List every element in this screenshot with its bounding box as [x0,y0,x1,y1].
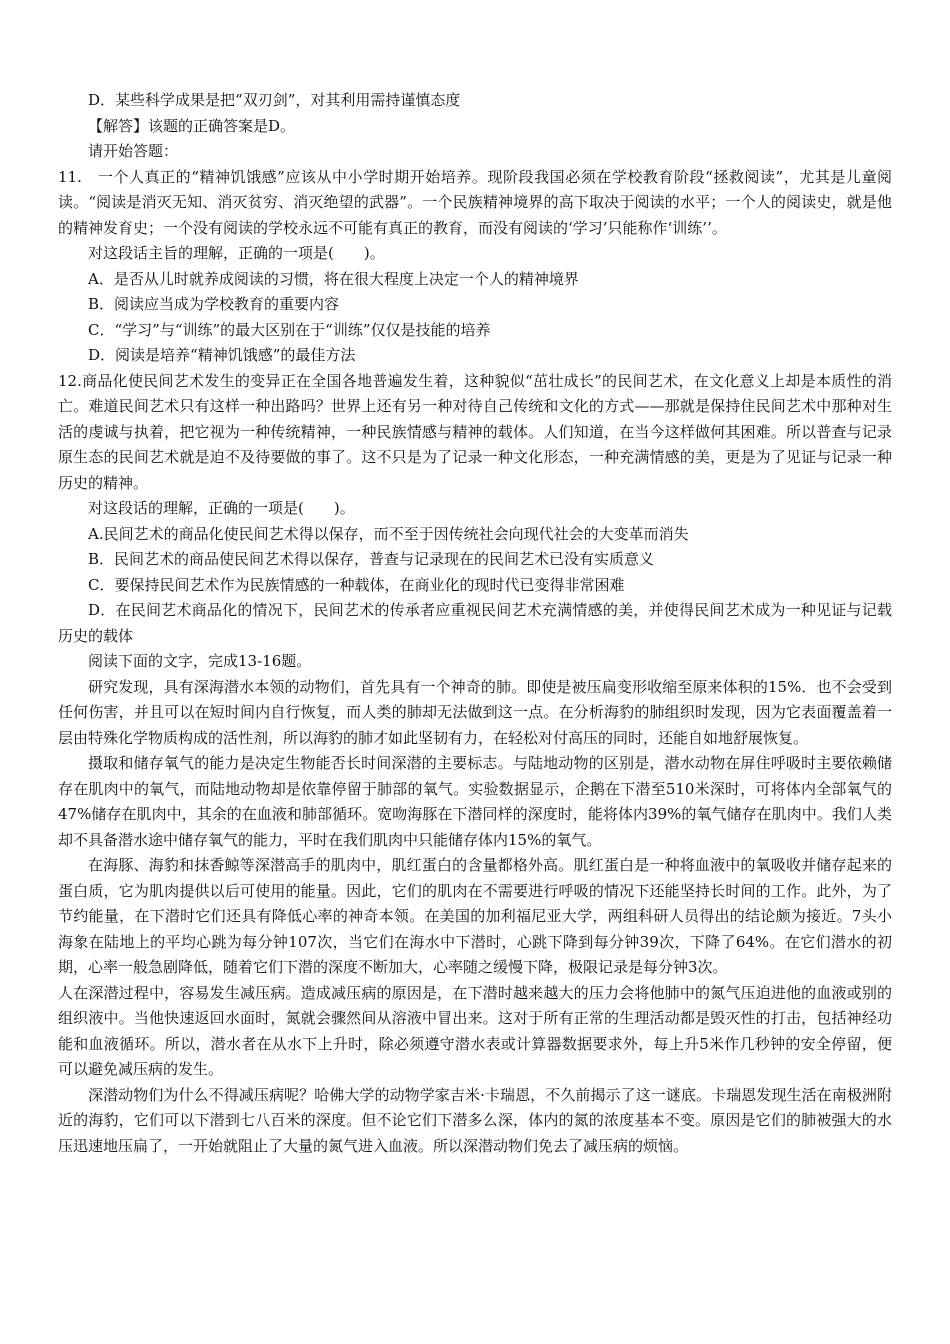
start-prompt: 请开始答题： [88,142,179,160]
q11-option-d: D．阅读是培养“精神饥饿感”的最佳方法 [88,346,356,364]
q11-question: 对这段话主旨的理解，正确的一项是( )。 [88,244,385,262]
q12-stem: 12.商品化使民间艺术发生的变异正在全国各地普遍发生着，这种貌似“茁壮成长”的民间艺术，在文化意义上却是本质性的消亡。难道民间艺术只有这样一种出路吗？世界上还有另一种对待自己传统和文化的方式——那就是保持住民间艺术中那种对生活的虔诚与执着，把它视为一种传统精神，一种民族情感与精神的载体。人们知道，在当今这样做何其困难。所以普查与记录原生态的民间艺术就是迫不及待要做的事了。这不只是为了记录一种文化形态，一种充满情感的美，更是为了见证与记录一种历史的精神。 [58,371,892,492]
q12-option-c: C．要保持民间艺术作为民族情感的一种载体，在商业化的现时代已变得非常困难 [88,575,625,594]
prev-option-d: D．某些科学成果是把“双刃剑”，对其利用需持谨慎态度 [88,91,461,109]
q12-option-a: A.民间艺术的商品化使民间艺术得以保存，而不至于因传统社会向现代社会的大变革而消失 [88,524,689,543]
document-page [58,88,892,1159]
q11-option-c: C．“学习”与“训练”的最大区别在于“训练”仅仅是技能的培养 [88,320,491,339]
passage-paragraph-2: 摄取和储存氧气的能力是决定生物能否长时间深潜的主要标志。与陆地动物的区别是，潜水动物在屏住呼吸时主要依赖储存在肌肉中的氧气，而陆地动物却是依靠停留于肺部的氧气。实验数据显示，企鹅在下潜至510米深时，可将体内全部氧气的47%储存在肌肉中，其余的在血液和肺部循环。宽吻海豚在下潜同样的深度时，能将体内39%的氧气储存在肌肉中。我们人类却不具备潜水途中储存氧气的能力，平时在我们肌肉中只能储存体内15%的氧气。 [58,754,892,849]
passage-paragraph-4: 人在深潜过程中，容易发生减压病。造成减压病的原因是，在下潜时越来越大的压力会将他肺中的氮气压迫进他的血液或别的组织液中。当他快速返回水面时，氮就会骤然间从溶液中冒出来。这对于所有正常的生理活动都是毁灭性的打击，包括神经功能和血液循环。所以，潜水者在从水下上升时，除必须遵守潜水表或计算器数据要求外，每上升5米作几秒钟的安全停留，便可以避免减压病的发生。 [58,983,892,1078]
q11-option-a: A．是否从儿时就养成阅读的习惯，将在很大程度上决定一个人的精神境界 [88,269,579,288]
passage-paragraph-1: 研究发现，具有深海潜水本领的动物们，首先具有一个神奇的肺。即使是被压扁变形收缩至原来体积的15%．也不会受到任何伤害，并且可以在短时间内自行恢复，而人类的肺却无法做到这一点。在分析海豹的肺组织时发现，因为它表面覆盖着一层由特殊化学物质构成的活性剂，所以海豹的肺才如此坚韧有力，在轻松对付高压的同时，还能自如地舒展恢复。 [58,677,892,747]
q12-question: 对这段话的理解，正确的一项是( )。 [88,499,355,517]
reading-intro: 阅读下面的文字，完成13-16题。 [88,652,312,670]
passage-paragraph-3: 在海豚、海豹和抹香鲸等深潜高手的肌肉中，肌红蛋白的含量都格外高。肌红蛋白是一种将血液中的氧吸收并储存起来的蛋白质，它为肌肉提供以后可使用的能量。因此，它们的肌肉在不需要进行呼吸的情况下还能坚持长时间的工作。此外，为了节约能量，在下潜时它们还具有降低心率的神奇本领。在美国的加利福尼亚大学，两组科研人员得出的结论颇为接近。7头小海象在陆地上的平均心跳为每分钟107次，当它们在海水中下潜时，心跳下降到每分钟39次，下降了64%。在它们潜水的初期，心率一般急剧降低，随着它们下潜的深度不断加大，心率随之缓慢下降，极限记录是每分钟3次。 [58,856,892,976]
q12-option-d: D．在民间艺术商品化的情况下，民间艺术的传承者应重视民间艺术充满情感的美，并使得民间艺术成为一种见证与记载历史的载体 [58,601,892,645]
prev-answer: 【解答】该题的正确答案是D。 [88,116,296,135]
q11-option-b: B．阅读应当成为学校教育的重要内容 [88,295,340,313]
q12-option-b: B．民间艺术的商品使民间艺术得以保存，普查与记录现在的民间艺术已没有实质意义 [88,550,655,568]
passage-paragraph-5: 深潜动物们为什么不得减压病呢？哈佛大学的动物学家吉米·卡瑞恩，不久前揭示了这一谜底。卡瑞恩发现生活在南极洲附近的海豹，它们可以下潜到七八百米的深度。但不论它们下潜多么深，体内的氮的浓度基本不变。原因是它们的肺被强大的水压迅速地压扁了，一开始就阻止了大量的氮气进入血液。所以深潜动物们免去了减压病的烦恼。 [58,1085,892,1155]
q11-stem: 11. 一个人真正的“精神饥饿感”应该从中小学时期开始培养。现阶段我国必须在学校教育阶段“拯救阅读”，尤其是儿童阅读。“阅读是消灭无知、消灭贫穷、消灭绝望的武器”。一个民族精神境界的高下取决于阅读的水平；一个人的阅读史，就是他的精神发育史；一个没有阅读的学校永远不可能有真正的教育，而没有阅读的‘学习’只能称作‘训练’’。 [58,167,892,237]
